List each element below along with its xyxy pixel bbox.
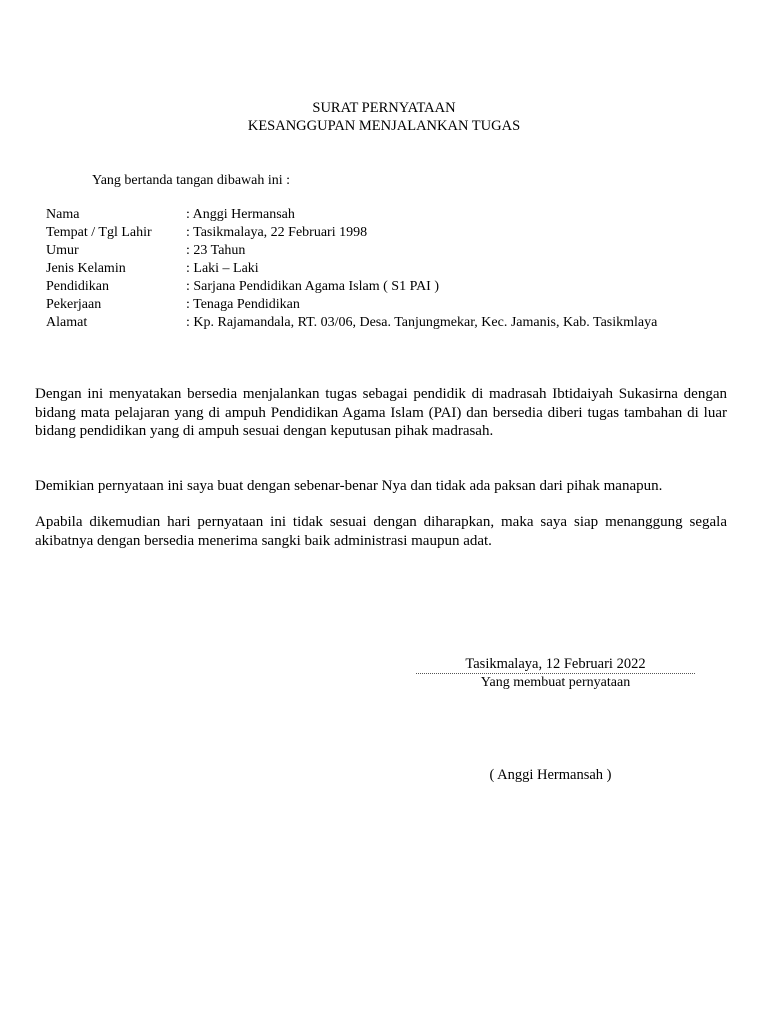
field-row-alamat bbox=[46, 314, 706, 332]
place-date: Tasikmalaya, 12 Februari 2022 bbox=[416, 655, 695, 674]
field-value: : Tasikmalaya, 22 Februari 1998 bbox=[186, 225, 368, 240]
identity-fields bbox=[46, 206, 706, 332]
consequence-paragraph: Apabila dikemudian hari pernyataan ini tidak sesuai dengan diharapkan, maka saya siap menanggung segala akibatnya dengan bersedia menerima sangki baik administrasi maupun adat. bbox=[35, 514, 727, 549]
field-label: Tempat / Tgl Lahir bbox=[46, 225, 152, 240]
field-label: Nama bbox=[46, 207, 80, 222]
field-value: : Kp. Rajamandala, RT. 03/06, Desa. Tanjungmekar, Kec. Jamanis, Kab. Tasikmlaya bbox=[186, 315, 658, 330]
field-label: Pendidikan bbox=[46, 279, 109, 294]
field-value: : Tenaga Pendidikan bbox=[186, 297, 300, 312]
closing-paragraph: Demikian pernyataan ini saya buat dengan sebenar-benar Nya dan tidak ada paksan dari pihak manapun. bbox=[35, 478, 663, 494]
field-value: : 23 Tahun bbox=[186, 243, 246, 258]
field-row-pekerjaan bbox=[46, 296, 706, 314]
document-title: SURAT PERNYATAAN bbox=[312, 100, 456, 116]
document-subtitle: KESANGGUPAN MENJALANKAN TUGAS bbox=[247, 118, 521, 134]
field-label: Umur bbox=[46, 243, 79, 258]
signer-name: ( Anggi Hermansah ) bbox=[489, 767, 612, 783]
field-label: Jenis Kelamin bbox=[46, 261, 126, 276]
field-row-jenis-kelamin bbox=[46, 260, 706, 278]
field-value: : Laki – Laki bbox=[186, 261, 259, 276]
field-value: : Sarjana Pendidikan Agama Islam ( S1 PAI ) bbox=[186, 279, 440, 294]
intro-text: Yang bertanda tangan dibawah ini : bbox=[92, 173, 291, 188]
field-label: Alamat bbox=[46, 315, 88, 330]
field-row-pendidikan bbox=[46, 278, 706, 296]
field-value: : Anggi Hermansah bbox=[186, 207, 295, 222]
field-row-nama bbox=[46, 206, 706, 224]
field-row-umur bbox=[46, 242, 706, 260]
statement-paragraph: Dengan ini menyatakan bersedia menjalankan tugas sebagai pendidik di madrasah Ibtidaiyah Sukasirna dengan bidang mata pelajaran yang di ampuh Pendidikan Agama Islam (PAI) dan bersedia diberi tugas tambahan di luar bidang pendidikan yang di ampuh sesuai dengan keputusan pihak madrasah. bbox=[35, 386, 727, 439]
maker-label: Yang membuat pernyataan bbox=[480, 675, 631, 690]
field-row-tempat-tgl-lahir bbox=[46, 224, 706, 242]
field-label: Pekerjaan bbox=[46, 297, 102, 312]
